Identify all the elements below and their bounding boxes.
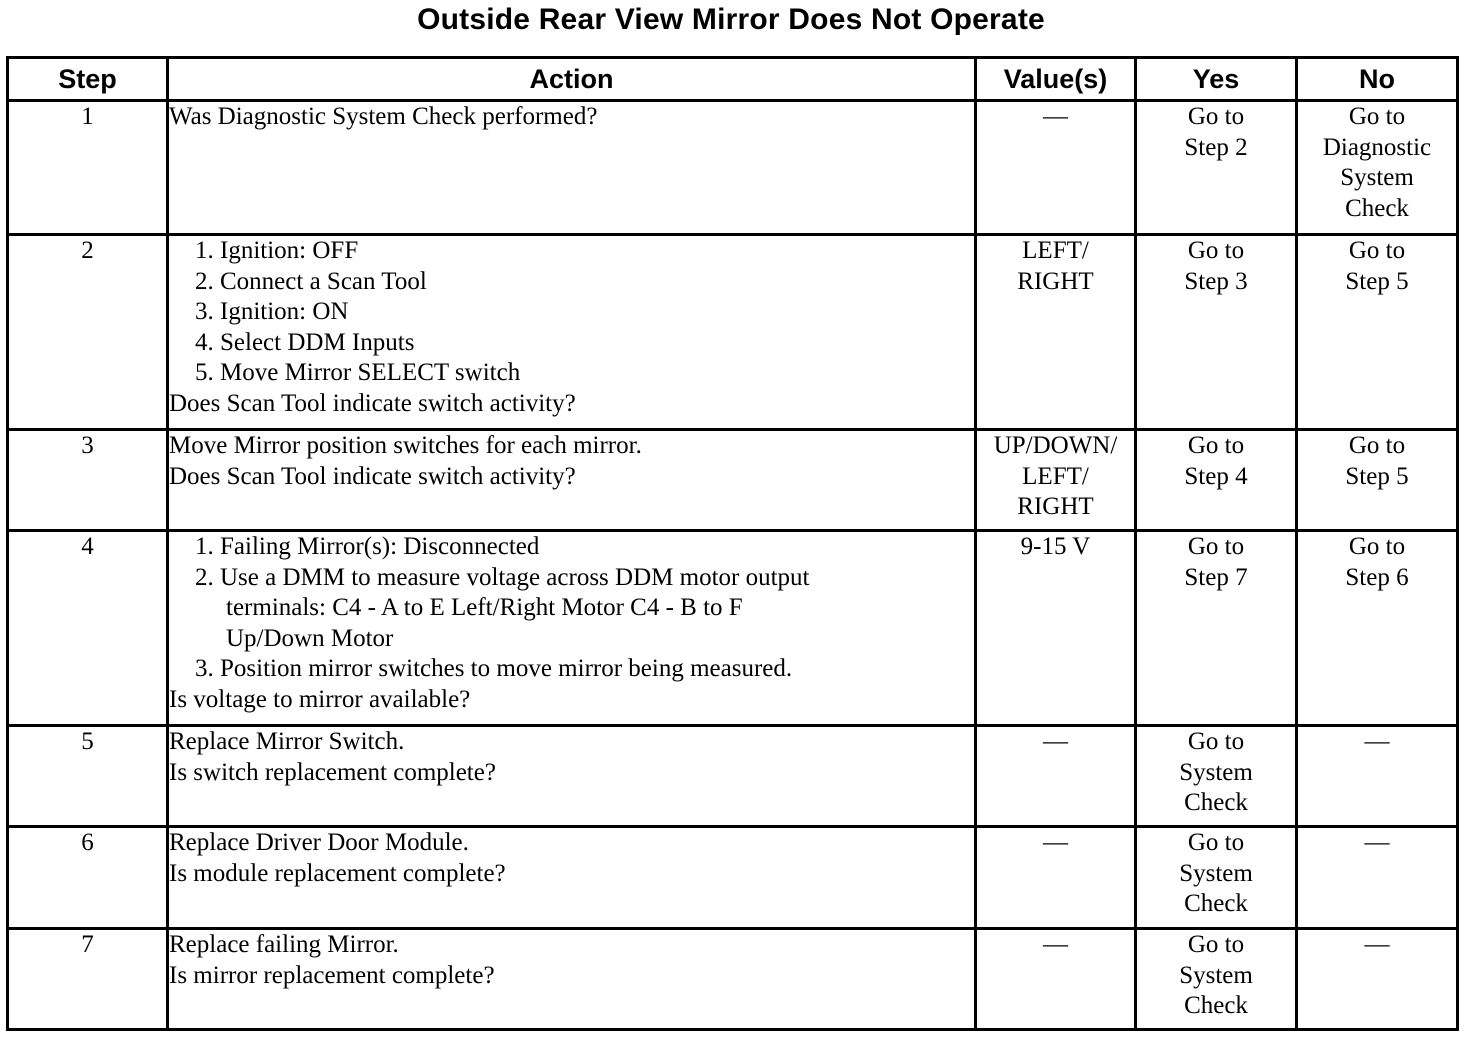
action-line: Move Mirror position switches for each mirror.: [169, 432, 642, 459]
values-cell: [976, 235, 1136, 430]
no-text: Go to: [1348, 103, 1406, 130]
no-text: Diagnostic: [1322, 133, 1432, 161]
values-cell: [976, 101, 1136, 235]
value-text: —: [1043, 829, 1068, 856]
header-yes: Yes: [1136, 58, 1297, 101]
value-text: —: [1043, 728, 1068, 755]
no-cell: [1297, 929, 1458, 1030]
value-text: —: [1043, 931, 1068, 958]
yes-text: Step 7: [1184, 563, 1248, 591]
step-number: 5: [8, 726, 168, 827]
value-text: LEFT/: [1022, 237, 1089, 264]
yes-text: Go to: [1187, 432, 1245, 459]
no-text: —: [1364, 728, 1390, 755]
header-step: Step: [8, 58, 168, 101]
yes-text: Go to: [1187, 931, 1245, 958]
step-number: 2: [8, 235, 168, 430]
step-number: 1: [8, 101, 168, 235]
step-number: 3: [8, 430, 168, 531]
action-item: 2. Connect a Scan Tool: [195, 267, 427, 295]
action-cell: [168, 929, 976, 1030]
action-item-continued: Up/Down Motor: [226, 624, 394, 652]
step-number: 4: [8, 531, 168, 726]
no-cell: [1297, 827, 1458, 929]
action-item: 2. Use a DMM to measure voltage across DDM motor output: [195, 563, 810, 591]
action-cell: [168, 101, 976, 235]
action-question: Is module replacement complete?: [169, 859, 506, 887]
yes-text: Check: [1184, 789, 1248, 816]
yes-cell: [1136, 827, 1297, 929]
yes-text: Step 3: [1184, 267, 1248, 295]
table-row: [8, 531, 1458, 726]
yes-text: Go to: [1187, 829, 1245, 856]
no-text: —: [1364, 931, 1390, 958]
action-question: Is mirror replacement complete?: [169, 961, 495, 989]
action-cell: [168, 235, 976, 430]
values-cell: [976, 430, 1136, 531]
action-item: 3. Position mirror switches to move mirror being measured.: [195, 655, 793, 682]
header-values: Value(s): [976, 58, 1136, 101]
values-cell: [976, 726, 1136, 827]
yes-text: Check: [1184, 992, 1248, 1019]
no-cell: [1297, 531, 1458, 726]
action-line: Replace failing Mirror.: [169, 931, 399, 958]
action-cell: [168, 531, 976, 726]
yes-text: System: [1179, 961, 1253, 989]
values-cell: [976, 827, 1136, 929]
action-question: Was Diagnostic System Check performed?: [169, 103, 598, 130]
action-line: Replace Mirror Switch.: [169, 728, 405, 755]
yes-cell: [1136, 235, 1297, 430]
no-cell: [1297, 101, 1458, 235]
action-question: Is voltage to mirror available?: [169, 685, 471, 713]
action-question: Does Scan Tool indicate switch activity?: [169, 389, 576, 417]
value-text: 9-15 V: [1020, 533, 1091, 560]
yes-cell: [1136, 430, 1297, 531]
table-row: [8, 235, 1458, 430]
no-text: Go to: [1348, 533, 1406, 560]
yes-cell: [1136, 101, 1297, 235]
header-action: Action: [168, 58, 976, 101]
no-cell: [1297, 235, 1458, 430]
yes-cell: [1136, 531, 1297, 726]
yes-cell: [1136, 929, 1297, 1030]
table-row: [8, 430, 1458, 531]
action-item: 1. Ignition: OFF: [195, 237, 359, 264]
yes-text: Go to: [1187, 728, 1245, 755]
yes-cell: [1136, 726, 1297, 827]
yes-text: Check: [1184, 890, 1248, 917]
values-cell: [976, 929, 1136, 1030]
action-question: Is switch replacement complete?: [169, 758, 496, 786]
no-text: Go to: [1348, 432, 1406, 459]
action-item: 4. Select DDM Inputs: [195, 328, 415, 356]
no-text: Check: [1345, 194, 1409, 222]
yes-text: Go to: [1187, 237, 1245, 264]
no-text: Go to: [1348, 237, 1406, 264]
value-text: RIGHT: [1017, 493, 1094, 520]
step-number: 7: [8, 929, 168, 1030]
action-item-continued: terminals: C4 - A to E Left/Right Motor C4 - B to F: [226, 594, 743, 621]
yes-text: System: [1179, 859, 1253, 887]
no-cell: [1297, 726, 1458, 827]
no-text: Step 5: [1345, 267, 1409, 295]
header-no: No: [1297, 58, 1458, 101]
action-cell: [168, 827, 976, 929]
yes-text: System: [1179, 758, 1253, 786]
yes-text: Go to: [1187, 533, 1245, 560]
table-row: [8, 929, 1458, 1030]
action-item: 1. Failing Mirror(s): Disconnected: [195, 533, 540, 560]
header-row: [8, 58, 1458, 101]
no-text: Step 5: [1345, 462, 1409, 490]
action-cell: [168, 726, 976, 827]
no-text: Step 6: [1345, 563, 1409, 591]
table-row: [8, 726, 1458, 827]
yes-text: Step 2: [1184, 133, 1248, 161]
action-line: Replace Driver Door Module.: [169, 829, 469, 856]
no-cell: [1297, 430, 1458, 531]
action-item: 5. Move Mirror SELECT switch: [195, 359, 521, 386]
page-title: Outside Rear View Mirror Does Not Operate: [417, 3, 1045, 36]
action-question: Does Scan Tool indicate switch activity?: [169, 462, 576, 490]
no-text: —: [1364, 829, 1390, 856]
table-row: [8, 101, 1458, 235]
action-item: 3. Ignition: ON: [195, 298, 349, 325]
value-text: —: [1043, 103, 1068, 130]
table-row: [8, 827, 1458, 929]
values-cell: [976, 531, 1136, 726]
action-cell: [168, 430, 976, 531]
no-text: System: [1340, 164, 1414, 191]
yes-text: Go to: [1187, 103, 1245, 130]
yes-text: Step 4: [1184, 462, 1248, 490]
step-number: 6: [8, 827, 168, 929]
value-text: LEFT/: [1022, 462, 1089, 490]
diagnostic-table: [6, 56, 1459, 1031]
value-text: UP/DOWN/: [993, 432, 1118, 459]
value-text: RIGHT: [1017, 267, 1094, 295]
